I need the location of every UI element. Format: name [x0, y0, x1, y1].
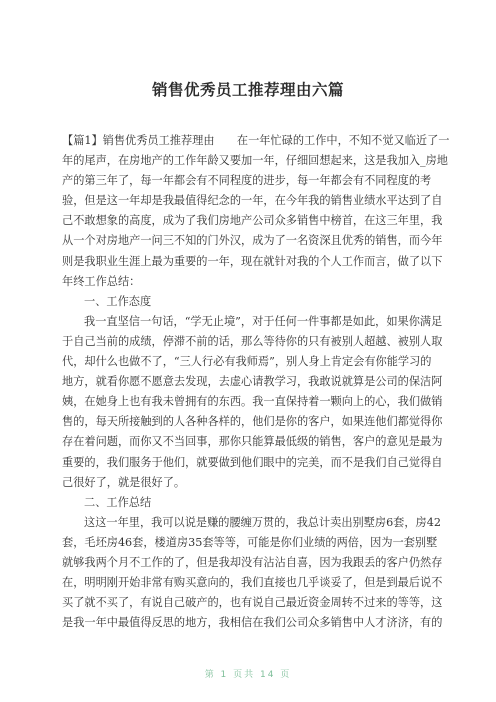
- text-line: 是我一年中最值得反思的地方，我相信在我们公司众多销售中人才济济，有的: [62, 616, 443, 630]
- text-line: 在，明明刚开始非常有购买意向的，我们直接也几乎谈妥了，但是到最后说不: [62, 576, 443, 590]
- text-line: 买了就不买了，有说自己破产的，也有说自己最近资金周转不过来的等等，这: [62, 596, 443, 610]
- page-footer: 第 1 页共 14 页: [204, 670, 292, 680]
- text-line: 重要的，我们服务于他们，就要做到他们眼中的完美，而不是我们自己觉得自: [62, 455, 443, 469]
- text-line: 售的，每天所接触到的人各种各样的，他们是你的客户，如果连他们都觉得你: [62, 415, 443, 429]
- text-line: 存在着问题，而你又不当回事，那你只能算最低级的销售，客户的意见是最为: [62, 435, 443, 449]
- text-line: 代，却什么也做不了，“三人行必有我师焉”，别人身上肯定会有你能学习的: [62, 355, 432, 369]
- text-line: 【篇1】销售优秀员工推荐理由 在一年忙碌的工作中，不知不觉又临近了一: [62, 134, 450, 147]
- text-line: 这这一年里，我可以说是赚的腰缠万贯的，我总计卖出别墅房6套，房42: [84, 515, 441, 529]
- text-line: 年的尾声，在房地产的工作年龄又要加一年，仔细回想起来，这是我加入_房地: [62, 154, 448, 168]
- text-line: 于自己当前的成绩，停滞不前的话，那么等待你的只有被别人超越、被别人取: [62, 334, 443, 348]
- document-body: [62, 131, 450, 633]
- text-line: 己不敢想象的高度，成为了我们房地产公司众多销售中榜首，在这三年里，我: [62, 214, 443, 228]
- text-line: 则是我职业生涯上最为重要的一年，现在就针对我的个人工作而言，做了以下: [62, 254, 443, 268]
- document-title: 销售优秀员工推荐理由六篇: [151, 81, 344, 99]
- text-line: 我一直坚信一句话，“学无止境”，对于任何一件事都是如此，如果你满足: [84, 314, 443, 328]
- text-line: 己很好了，就是很好了。: [62, 475, 186, 489]
- text-line: 二、工作总结: [84, 495, 152, 509]
- text-line: 姨，在她身上也有我未曾拥有的东西。我一直保持着一颗向上的心，我们做销: [62, 395, 443, 409]
- text-line: 就够我两个月不工作的了，但是我却没有沾沾自喜，因为我跟丢的客户仍然存: [62, 555, 443, 569]
- text-line: 从一个对房地产一问三不知的门外汉，成为了一名资深且优秀的销售，而今年: [62, 234, 443, 248]
- text-line: 地方，就看你愿不愿意去发现，去虚心请教学习，我敢说就算是公司的保洁阿: [62, 375, 443, 389]
- text-line: 一、工作态度: [84, 294, 152, 308]
- text-line: 产的第三年了，每一年都会有不同程度的进步，每一年都会有不同程度的考: [62, 174, 432, 188]
- text-line: 套，毛坯房46套，楼道房35套等等，可能是你们业绩的两倍，因为一套别墅: [62, 535, 438, 549]
- text-line: 年终工作总结：: [62, 274, 141, 288]
- text-line: 验，但是这一年却是我最值得纪念的一年，在今年我的销售业绩水平达到了自: [62, 194, 443, 208]
